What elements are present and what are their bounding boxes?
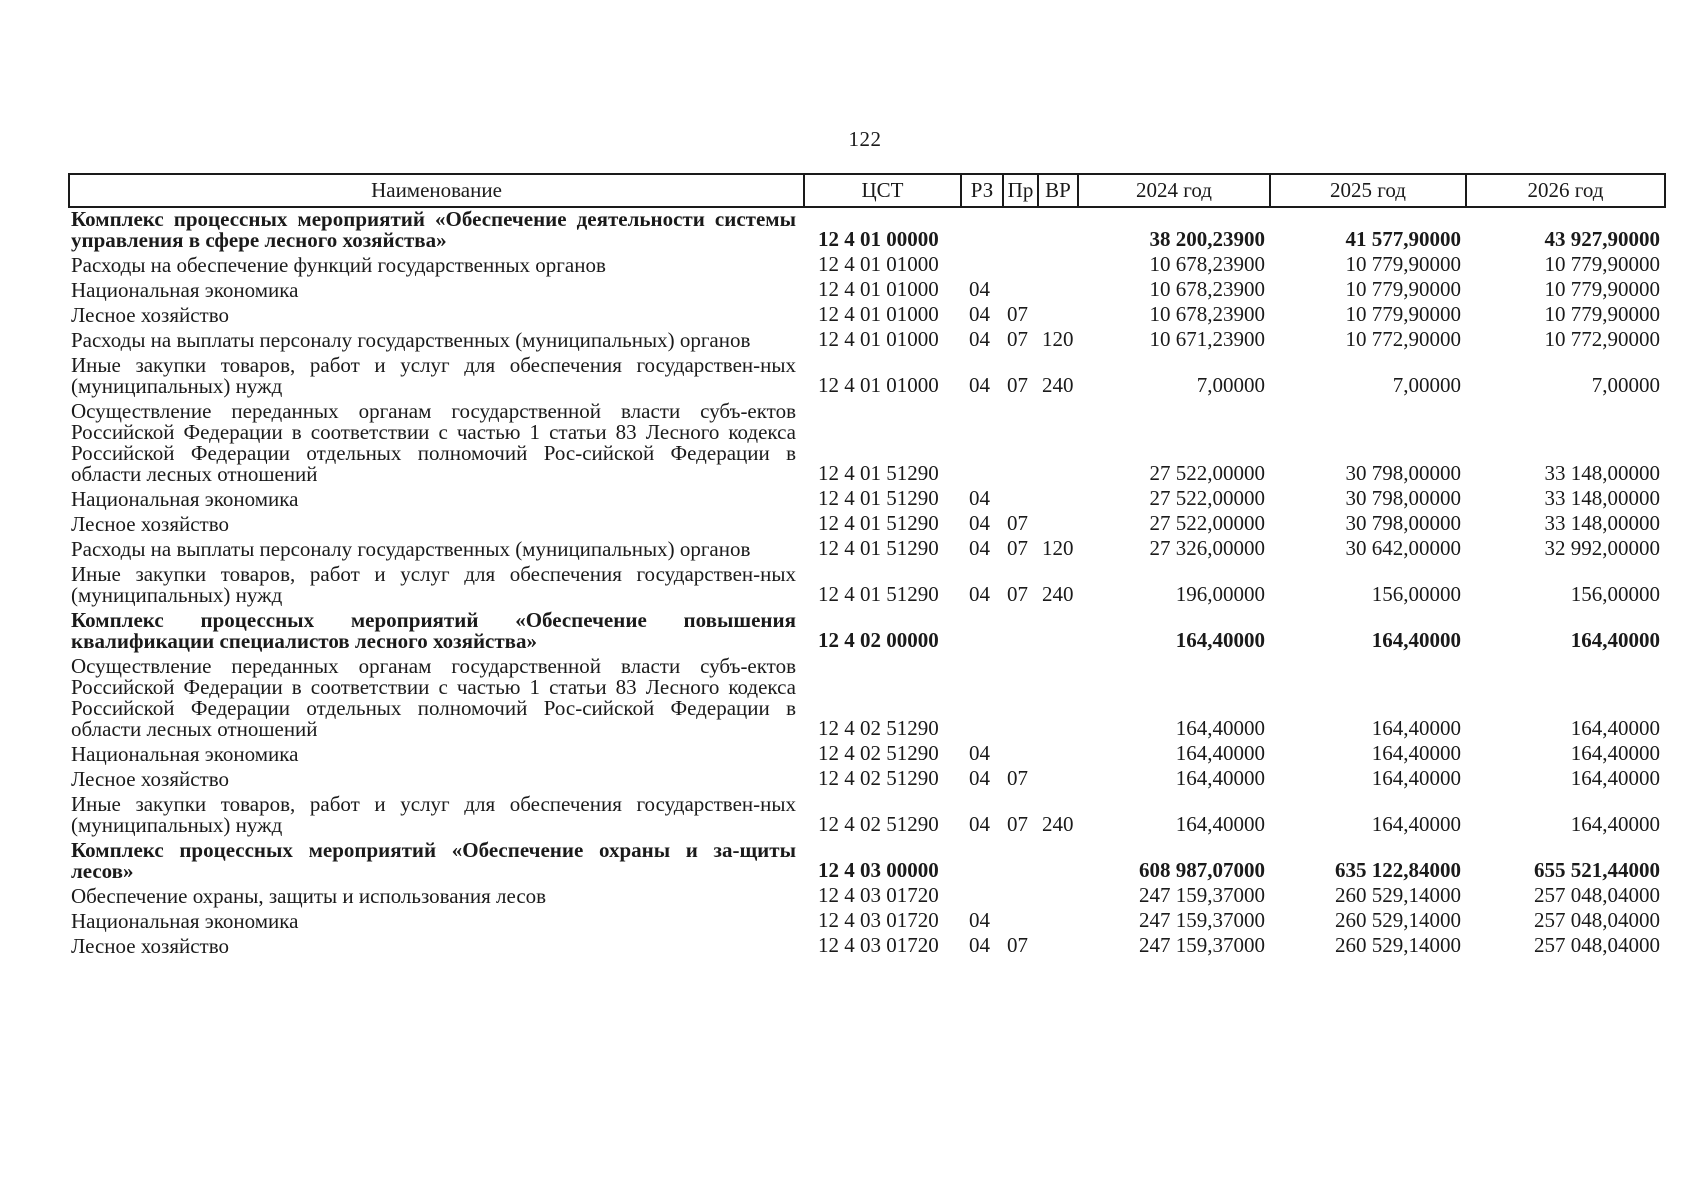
- table-row: [69, 768, 1665, 793]
- table-row: [69, 935, 1665, 960]
- row-pr: [1003, 488, 1038, 513]
- row-amount-2024: 27 522,00000: [1149, 511, 1265, 535]
- row-amount-2026: 164,40000: [1570, 628, 1660, 652]
- row-name: Иные закупки товаров, работ и услуг для обеспечения государствен-ных (муниципальных) нужд: [71, 353, 796, 398]
- row-vr: [1038, 885, 1078, 910]
- table-row: [69, 743, 1665, 768]
- row-vr: 240: [1042, 373, 1074, 397]
- row-cst: 12 4 02 00000: [818, 628, 939, 652]
- row-rz: 04: [969, 486, 990, 510]
- row-amount-2024: 38 200,23900: [1149, 227, 1265, 251]
- row-amount-2024: 10 678,23900: [1149, 252, 1265, 276]
- table-row: [69, 655, 1665, 743]
- header-2026: 2026 год: [1466, 174, 1665, 207]
- row-amount-2026: 33 148,00000: [1544, 511, 1660, 535]
- row-amount-2024: 7,00000: [1196, 373, 1265, 397]
- row-cst: 12 4 03 01720: [818, 908, 939, 932]
- row-amount-2024: 164,40000: [1175, 628, 1265, 652]
- row-amount-2024: 10 671,23900: [1149, 327, 1265, 351]
- row-cst: 12 4 01 00000: [818, 227, 939, 251]
- row-cst: 12 4 02 51290: [818, 812, 939, 836]
- row-name: Национальная экономика: [71, 742, 299, 766]
- row-amount-2026: 10 779,90000: [1544, 302, 1660, 326]
- row-vr: 240: [1042, 812, 1074, 836]
- row-amount-2024: 10 678,23900: [1149, 277, 1265, 301]
- row-amount-2025: 164,40000: [1371, 628, 1461, 652]
- row-vr: [1038, 935, 1078, 960]
- row-name: Лесное хозяйство: [71, 303, 229, 327]
- row-amount-2026: 33 148,00000: [1544, 461, 1660, 485]
- row-amount-2025: 30 798,00000: [1345, 511, 1461, 535]
- row-cst: 12 4 03 00000: [818, 858, 939, 882]
- row-amount-2025: 30 798,00000: [1345, 461, 1461, 485]
- row-pr: [1003, 609, 1038, 655]
- table-row: [69, 609, 1665, 655]
- row-cst: 12 4 01 01000: [818, 373, 939, 397]
- row-vr: [1038, 839, 1078, 885]
- row-amount-2024: 27 522,00000: [1149, 486, 1265, 510]
- row-name: Национальная экономика: [71, 487, 299, 511]
- row-name: Национальная экономика: [71, 909, 299, 933]
- row-amount-2026: 156,00000: [1570, 582, 1660, 606]
- row-rz: 04: [969, 766, 990, 790]
- row-amount-2024: 247 159,37000: [1139, 908, 1265, 932]
- row-pr: [1003, 400, 1038, 488]
- row-cst: 12 4 01 01000: [818, 252, 939, 276]
- row-rz: [961, 207, 1003, 254]
- row-rz: 04: [969, 741, 990, 765]
- header-rz: РЗ: [961, 174, 1003, 207]
- table-row: [69, 279, 1665, 304]
- row-pr: [1003, 655, 1038, 743]
- row-amount-2026: 257 048,04000: [1534, 883, 1660, 907]
- row-amount-2025: 156,00000: [1371, 582, 1461, 606]
- row-vr: [1038, 743, 1078, 768]
- row-vr: [1038, 400, 1078, 488]
- row-amount-2026: 164,40000: [1570, 766, 1660, 790]
- row-name: Лесное хозяйство: [71, 767, 229, 791]
- row-pr: [1003, 207, 1038, 254]
- row-name: Расходы на обеспечение функций государственных органов: [71, 253, 606, 277]
- row-amount-2026: 33 148,00000: [1544, 486, 1660, 510]
- row-pr: 07: [1007, 302, 1028, 326]
- row-pr: 07: [1007, 536, 1028, 560]
- row-amount-2024: 247 159,37000: [1139, 933, 1265, 957]
- row-amount-2025: 260 529,14000: [1335, 883, 1461, 907]
- row-amount-2024: 164,40000: [1175, 812, 1265, 836]
- row-vr: [1038, 513, 1078, 538]
- row-amount-2024: 608 987,07000: [1139, 858, 1265, 882]
- row-name: Обеспечение охраны, защиты и использования лесов: [71, 884, 547, 908]
- row-amount-2026: 257 048,04000: [1534, 933, 1660, 957]
- row-name: Комплекс процессных мероприятий «Обеспечение деятельности системы управления в сфере лесного хозяйства»: [71, 207, 796, 252]
- row-amount-2025: 164,40000: [1371, 812, 1461, 836]
- budget-table: [68, 173, 1666, 960]
- row-vr: [1038, 279, 1078, 304]
- row-pr: 07: [1007, 812, 1028, 836]
- row-amount-2024: 247 159,37000: [1139, 883, 1265, 907]
- row-amount-2026: 164,40000: [1570, 741, 1660, 765]
- row-pr: [1003, 885, 1038, 910]
- row-name: Расходы на выплаты персоналу государственных (муниципальных) органов: [71, 328, 751, 352]
- row-pr: [1003, 839, 1038, 885]
- row-pr: [1003, 279, 1038, 304]
- row-cst: 12 4 02 51290: [818, 766, 939, 790]
- row-amount-2025: 10 779,90000: [1345, 252, 1461, 276]
- row-pr: 07: [1007, 582, 1028, 606]
- row-amount-2025: 10 779,90000: [1345, 302, 1461, 326]
- row-amount-2026: 7,00000: [1591, 373, 1660, 397]
- row-amount-2024: 196,00000: [1175, 582, 1265, 606]
- row-cst: 12 4 01 01000: [818, 277, 939, 301]
- row-rz: 04: [969, 373, 990, 397]
- row-rz: 04: [969, 582, 990, 606]
- row-cst: 12 4 01 51290: [818, 511, 939, 535]
- row-cst: 12 4 03 01720: [818, 883, 939, 907]
- row-rz: [961, 839, 1003, 885]
- row-pr: [1003, 910, 1038, 935]
- row-cst: 12 4 01 51290: [818, 461, 939, 485]
- row-amount-2025: 164,40000: [1371, 716, 1461, 740]
- table-body: [69, 207, 1665, 960]
- header-vr: ВР: [1038, 174, 1078, 207]
- table-row: [69, 793, 1665, 839]
- row-amount-2026: 10 772,90000: [1544, 327, 1660, 351]
- row-cst: 12 4 02 51290: [818, 741, 939, 765]
- row-cst: 12 4 01 51290: [818, 486, 939, 510]
- table-row: [69, 207, 1665, 254]
- row-amount-2024: 27 326,00000: [1149, 536, 1265, 560]
- row-amount-2026: 43 927,90000: [1544, 227, 1660, 251]
- row-pr: 07: [1007, 511, 1028, 535]
- header-2024: 2024 год: [1078, 174, 1270, 207]
- table-header-row: [69, 174, 1665, 207]
- row-rz: 04: [969, 812, 990, 836]
- row-vr: 120: [1042, 536, 1074, 560]
- row-amount-2024: 164,40000: [1175, 716, 1265, 740]
- row-cst: 12 4 02 51290: [818, 716, 939, 740]
- row-amount-2025: 30 642,00000: [1345, 536, 1461, 560]
- row-name: Иные закупки товаров, работ и услуг для обеспечения государствен-ных (муниципальных) нужд: [71, 562, 796, 607]
- table-row: [69, 513, 1665, 538]
- row-amount-2026: 164,40000: [1570, 812, 1660, 836]
- row-amount-2026: 257 048,04000: [1534, 908, 1660, 932]
- row-amount-2024: 27 522,00000: [1149, 461, 1265, 485]
- page-number: 122: [848, 127, 882, 151]
- row-rz: 04: [969, 327, 990, 351]
- table-row: [69, 488, 1665, 513]
- row-vr: [1038, 768, 1078, 793]
- row-name: Национальная экономика: [71, 278, 299, 302]
- row-vr: [1038, 488, 1078, 513]
- row-amount-2024: 10 678,23900: [1149, 302, 1265, 326]
- row-cst: 12 4 03 01720: [818, 933, 939, 957]
- row-vr: 120: [1042, 327, 1074, 351]
- row-rz: [961, 400, 1003, 488]
- row-vr: [1038, 254, 1078, 279]
- row-rz: [961, 609, 1003, 655]
- row-cst: 12 4 01 01000: [818, 327, 939, 351]
- row-amount-2026: 10 779,90000: [1544, 252, 1660, 276]
- row-vr: [1038, 655, 1078, 743]
- table-row: [69, 329, 1665, 354]
- row-name: Комплекс процессных мероприятий «Обеспечение охраны и за-щиты лесов»: [71, 838, 796, 883]
- row-rz: 04: [969, 933, 990, 957]
- table-row: [69, 538, 1665, 563]
- row-vr: [1038, 910, 1078, 935]
- row-pr: 07: [1007, 933, 1028, 957]
- row-pr: [1003, 254, 1038, 279]
- row-amount-2026: 164,40000: [1570, 716, 1660, 740]
- header-cst: ЦСТ: [804, 174, 961, 207]
- row-amount-2025: 260 529,14000: [1335, 933, 1461, 957]
- row-rz: [961, 655, 1003, 743]
- table-row: [69, 304, 1665, 329]
- row-pr: [1003, 743, 1038, 768]
- row-name: Лесное хозяйство: [71, 512, 229, 536]
- row-name: Расходы на выплаты персоналу государственных (муниципальных) органов: [71, 537, 751, 561]
- table-row: [69, 910, 1665, 935]
- row-rz: 04: [969, 277, 990, 301]
- row-cst: 12 4 01 51290: [818, 536, 939, 560]
- row-amount-2025: 10 772,90000: [1345, 327, 1461, 351]
- row-rz: [961, 885, 1003, 910]
- row-name: Осуществление переданных органам государственной власти субъ-ектов Российской Федерации в соответствии с частью 1 статьи 83 Лесного кодекса Российской Федерации отдельных полномочий Рос-сийской Федерации в области лесных отношений: [71, 654, 796, 741]
- row-rz: 04: [969, 908, 990, 932]
- row-name: Комплекс процессных мероприятий «Обеспечение повышения квалификации специалистов лесного хозяйства»: [71, 608, 796, 653]
- row-amount-2025: 41 577,90000: [1345, 227, 1461, 251]
- row-name: Осуществление переданных органам государственной власти субъ-ектов Российской Федерации в соответствии с частью 1 статьи 83 Лесного кодекса Российской Федерации отдельных полномочий Рос-сийской Федерации в области лесных отношений: [71, 399, 796, 486]
- row-amount-2025: 164,40000: [1371, 766, 1461, 790]
- row-pr: 07: [1007, 373, 1028, 397]
- row-rz: 04: [969, 302, 990, 326]
- row-vr: [1038, 609, 1078, 655]
- row-rz: [961, 254, 1003, 279]
- row-amount-2026: 655 521,44000: [1534, 858, 1660, 882]
- row-amount-2025: 260 529,14000: [1335, 908, 1461, 932]
- table-row: [69, 839, 1665, 885]
- row-amount-2025: 7,00000: [1392, 373, 1461, 397]
- row-pr: 07: [1007, 766, 1028, 790]
- row-name: Лесное хозяйство: [71, 934, 229, 958]
- row-rz: 04: [969, 511, 990, 535]
- table-row: [69, 354, 1665, 400]
- row-vr: [1038, 207, 1078, 254]
- row-amount-2026: 10 779,90000: [1544, 277, 1660, 301]
- header-pr: Пр: [1003, 174, 1038, 207]
- row-vr: 240: [1042, 582, 1074, 606]
- table-row: [69, 400, 1665, 488]
- row-amount-2025: 635 122,84000: [1335, 858, 1461, 882]
- row-cst: 12 4 01 01000: [818, 302, 939, 326]
- row-pr: 07: [1007, 327, 1028, 351]
- table-row: [69, 563, 1665, 609]
- header-2025: 2025 год: [1270, 174, 1466, 207]
- header-name: Наименование: [69, 174, 804, 207]
- row-vr: [1038, 304, 1078, 329]
- table-row: [69, 254, 1665, 279]
- row-amount-2026: 32 992,00000: [1544, 536, 1660, 560]
- row-amount-2024: 164,40000: [1175, 766, 1265, 790]
- row-name: Иные закупки товаров, работ и услуг для обеспечения государствен-ных (муниципальных) нужд: [71, 792, 796, 837]
- row-cst: 12 4 01 51290: [818, 582, 939, 606]
- row-amount-2025: 164,40000: [1371, 741, 1461, 765]
- row-amount-2025: 30 798,00000: [1345, 486, 1461, 510]
- row-amount-2024: 164,40000: [1175, 741, 1265, 765]
- table-row: [69, 885, 1665, 910]
- row-amount-2025: 10 779,90000: [1345, 277, 1461, 301]
- row-rz: 04: [969, 536, 990, 560]
